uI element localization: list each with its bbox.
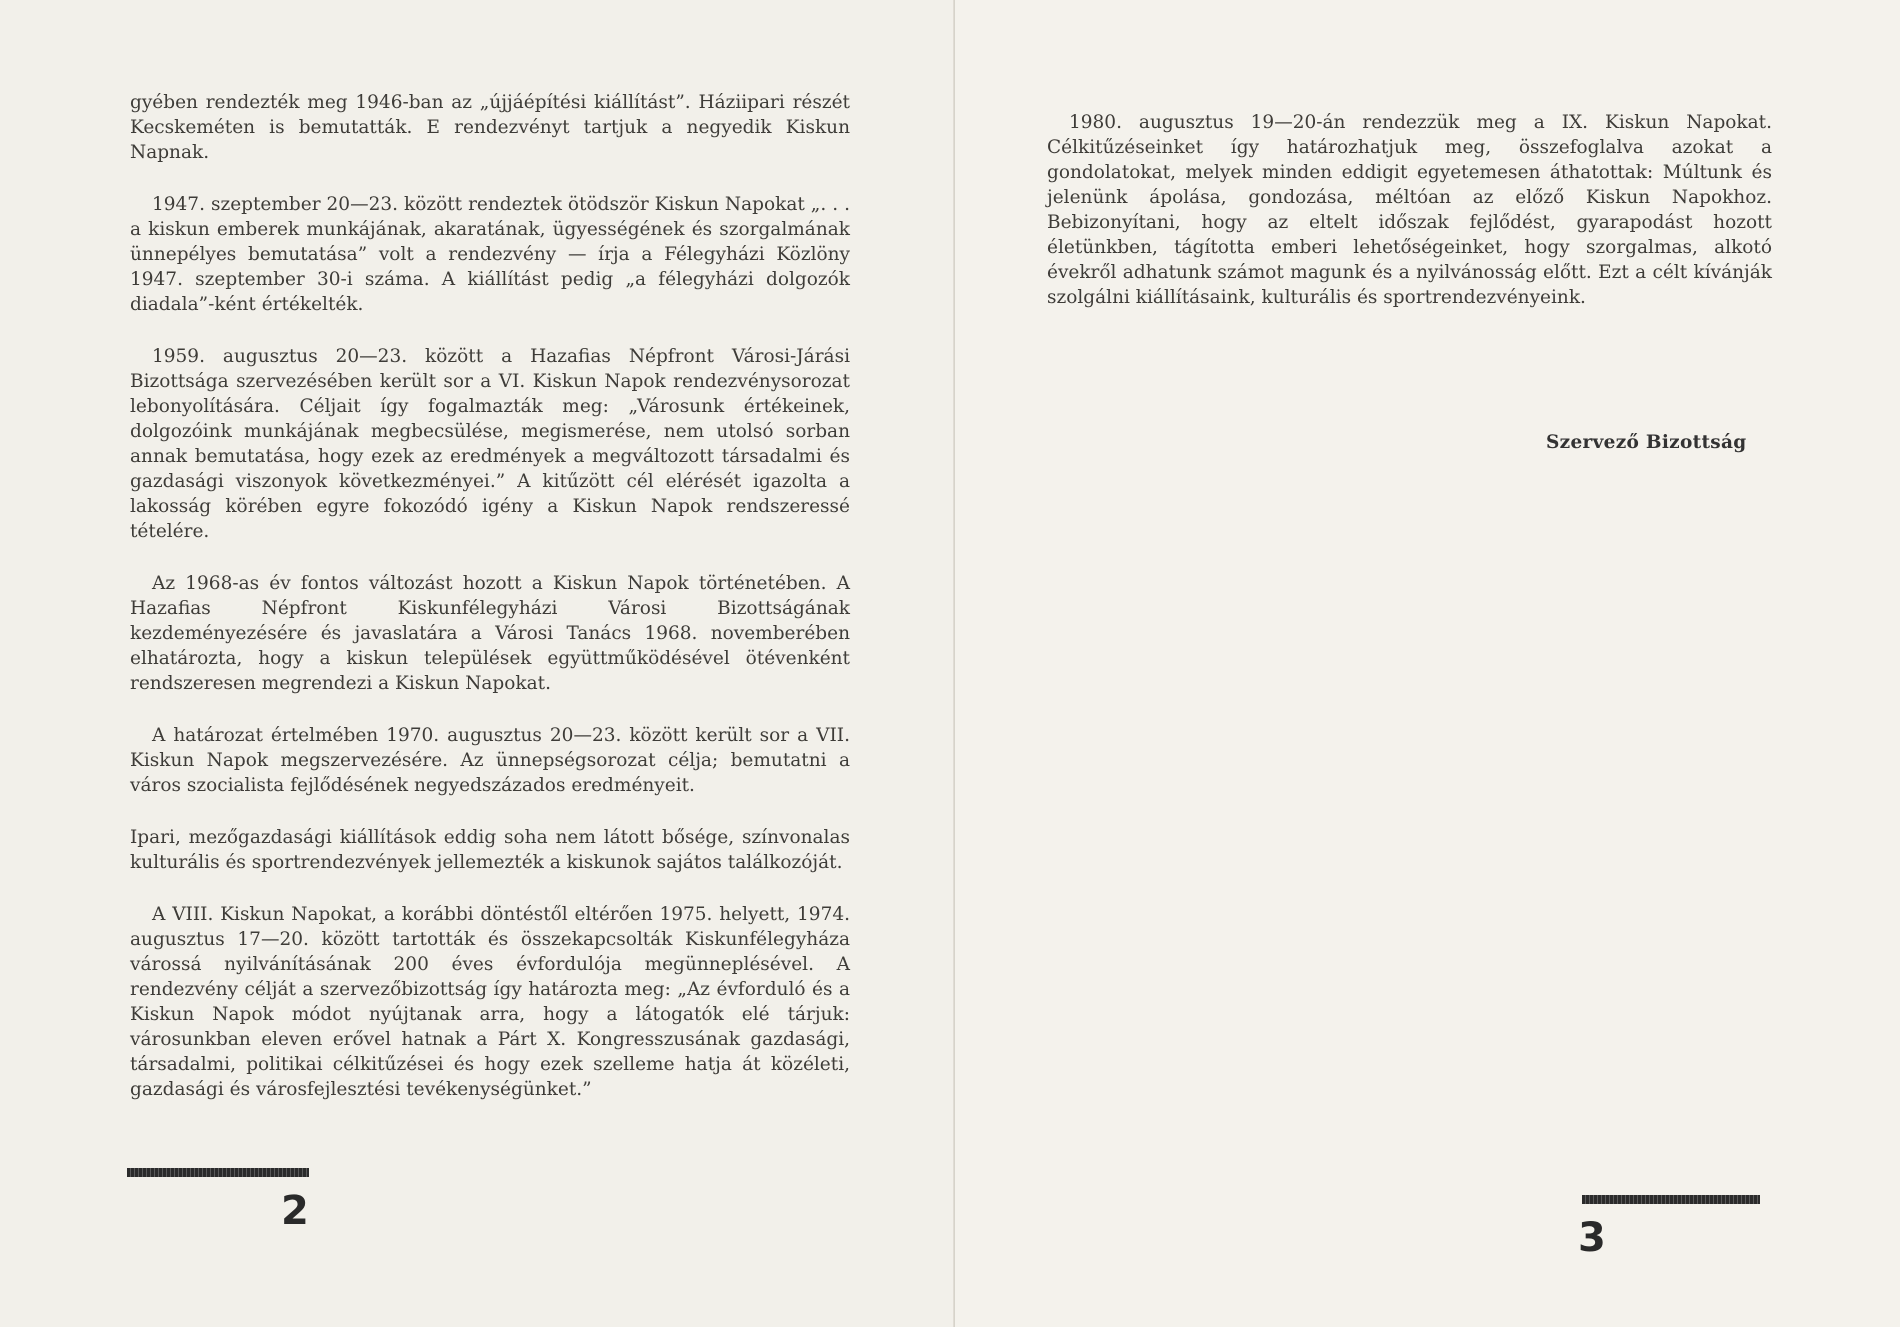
right-footer-rule: [1582, 1195, 1760, 1204]
right-paragraph-1: 1980. augusztus 19—20-án rendezzük meg a IX. Kiskun Napokat. Célkitűzéseinket így határozhatjuk meg, összefoglalva azokat a gondolatokat, melyek minden eddigit egyetemesen áthatottak: Múltunk és jelenünk ápolása, gondozása, méltóan az előző Kiskun Napokhoz. Bebizonyítani, hogy az eltelt időszak fejlődést, gyarapodást hozott életünkben, tágította emberi lehetőségeinket, hogy szorgalmas, alkotó évekről adhatunk számot magunk és a nyilvánosság előtt. Ezt a célt kívánják szolgálni kiállításaink, kulturális és sportrendezvényeink.: [1047, 112, 1772, 308]
left-paragraph-6: Ipari, mezőgazdasági kiállítások eddig soha nem látott bősége, színvonalas kulturális és sportrendezvények jellemezték a kiskunok sajátos találkozóját.: [130, 827, 850, 873]
left-footer-rule: [127, 1168, 309, 1177]
left-paragraph-4: Az 1968-as év fontos változást hozott a Kiskun Napok történetében. A Hazafias Népfront Kiskunfélegyházi Városi Bizottságának kezdeményezésére és javaslatára a Városi Tanács 1968. novemberében elhatározta, hogy a kiskun települések együttműködésével ötévenként rendszeresen megrendezi a Kiskun Napokat.: [130, 573, 850, 694]
right-page-text: [1047, 110, 1772, 337]
left-page-text: [130, 90, 850, 1129]
left-paragraph-1: gyében rendezték meg 1946-ban az „újjáépítési kiállítást”. Háziipari részét Kecskeméten is bemutatták. E rendezvényt tartjuk a negyedik Kiskun Napnak.: [130, 92, 850, 163]
left-paragraph-3: 1959. augusztus 20—23. között a Hazafias Népfront Városi-Járási Bizottsága szervezésében került sor a VI. Kiskun Napok rendezvénysorozat lebonyolítására. Céljait így fogalmazták meg: „Városunk értékeinek, dolgozóink munkájának megbecsülése, megismerése, nem utolsó sorban annak bemutatása, hogy ezek az eredmények a megváltozott társadalmi és gazdasági viszonyok következményei.” A kitűzött cél elérését igazolta a lakosság körében egyre fokozódó igény a Kiskun Napok rendszeressé tételére.: [130, 346, 850, 542]
left-paragraph-2: 1947. szeptember 20—23. között rendeztek ötödször Kiskun Napokat „. . . a kiskun emberek munkájának, akaratának, ügyességének és szorgalmának ünnepélyes bemutatása” volt a rendezvény — írja a Félegyházi Közlöny 1947. szeptember 30-i száma. A kiállítást pedig „a félegyházi dolgozók diadala”-ként értékelték.: [130, 194, 850, 315]
signature: Szervező Bizottság: [1546, 432, 1747, 453]
left-paragraph-7: A VIII. Kiskun Napokat, a korábbi döntéstől eltérően 1975. helyett, 1974. augusztus 17—20. között tartották és összekapcsolták Kiskunfélegyháza várossá nyilvánításának 200 éves évfordulója megünneplésével. A rendezvény célját a szervezőbizottság így határozta meg: „Az évforduló és a Kiskun Napok módot nyújtanak arra, hogy a látogatók elé tárjuk: városunkban eleven erővel hatnak a Párt X. Kongresszusának gazdasági, társadalmi, politikai célkitűzései és hogy ezek szelleme hatja át közéleti, gazdasági és városfejlesztési tevékenységünket.”: [130, 904, 850, 1100]
left-paragraph-5: A határozat értelmében 1970. augusztus 20—23. között került sor a VII. Kiskun Napok megszervezésére. Az ünnepségsorozat célja; bemutatni a város szocialista fejlődésének negyedszázados eredményeit.: [130, 725, 850, 796]
left-page-number: 2: [281, 1188, 309, 1234]
right-page-number: 3: [1578, 1215, 1606, 1261]
